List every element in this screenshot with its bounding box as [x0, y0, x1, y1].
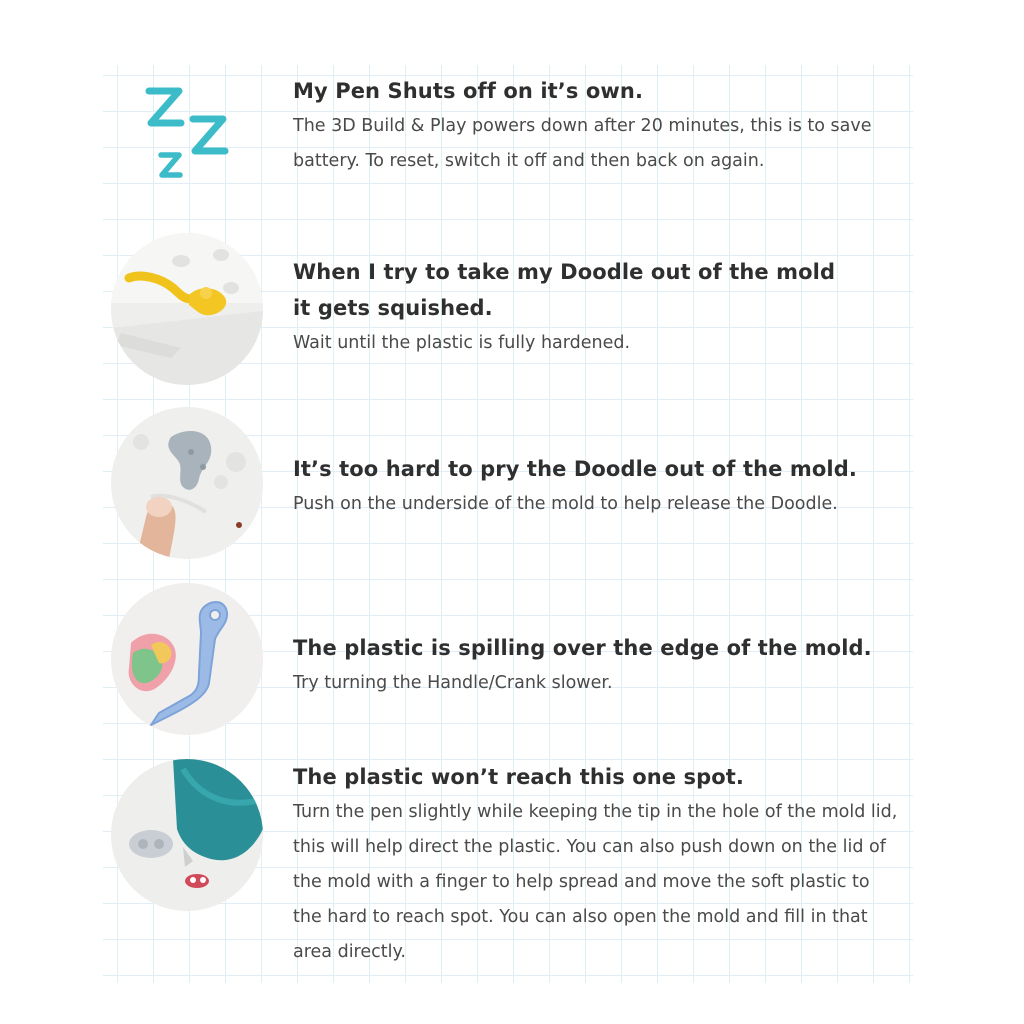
faq-question: My Pen Shuts off on it’s own. [293, 79, 644, 103]
faq-question: The plastic is spilling over the edge of the mold. [293, 636, 872, 660]
faq-sheet [103, 65, 913, 983]
faq-text [293, 759, 903, 970]
faq-text [293, 73, 903, 179]
faq-answer: The 3D Build & Play powers down after 20 minutes, this is to save battery. To reset, switch it off and then back on again. [293, 116, 872, 171]
faq-question: When I try to take my Doodle out of the mold it gets squished. [293, 260, 836, 320]
faq-text [293, 630, 903, 701]
faq-answer: Wait until the plastic is fully hardened. [293, 333, 631, 353]
doodle-squished-photo [111, 233, 263, 385]
faq-answer: Turn the pen slightly while keeping the tip in the hole of the mold lid, this will help direct the plastic. You can also push down on the lid of the mold with a finger to help spread and move the soft plastic to the hard to reach spot. You can also open the mold and fill in that area directly. [293, 802, 898, 962]
faq-question: The plastic won’t reach this one spot. [293, 765, 745, 789]
faq-answer: Push on the underside of the mold to help release the Doodle. [293, 494, 838, 514]
pry-doodle-photo [111, 407, 263, 559]
faq-answer: Try turning the Handle/Crank slower. [293, 673, 613, 693]
pen-tip-photo [111, 759, 263, 911]
faq-text [293, 451, 903, 522]
sleep-zzz-icon [141, 75, 241, 185]
faq-text [293, 254, 853, 361]
plastic-spill-photo [111, 583, 263, 735]
faq-question: It’s too hard to pry the Doodle out of the mold. [293, 457, 857, 481]
